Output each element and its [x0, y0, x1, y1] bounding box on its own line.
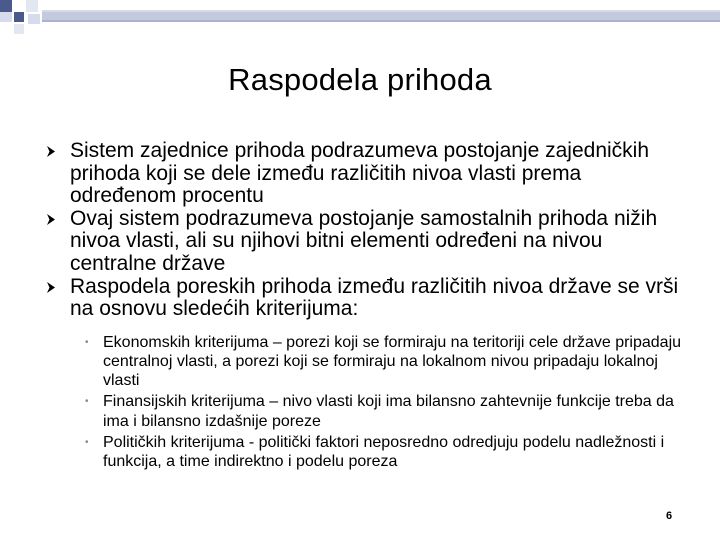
bullet-item	[62, 140, 682, 208]
sub-bullet-list	[62, 333, 682, 471]
bullet-list	[62, 140, 682, 473]
bullet-text: Sistem zajednice prihoda podrazumeva postojanje zajedničkih prihoda koji se dele između različitih nivoa vlasti prema određenom procentu	[70, 139, 650, 208]
arrowhead-bullet-icon	[46, 282, 56, 293]
arrowhead-bullet-icon	[46, 214, 56, 225]
sub-bullet-text: Finansijskih kriterijuma – nivo vlasti koji ima bilansno zahtevnije funkcije treba da ima i bilansno izdašnije poreze	[103, 393, 674, 430]
sub-bullet-text: Političkih kriterijuma - politički faktori neposredno odredjuju podelu nadležnosti i funkcija, a time indirektno i podelu poreza	[103, 433, 665, 470]
header-decoration	[0, 0, 720, 40]
dot-bullet-icon: •	[85, 336, 89, 348]
sub-bullet-item	[85, 333, 682, 391]
arrowhead-bullet-icon	[46, 146, 56, 157]
bullet-text: Ovaj sistem podrazumeva postojanje samostalnih prihoda nižih nivoa vlasti, ali su njihovi bitni elementi određeni na nivou centralne države	[70, 206, 658, 275]
page-number: 6	[666, 510, 673, 522]
sub-bullet-text: Ekonomskih kriterijuma – porezi koji se formiraju na teritoriji cele države pripadaju centralnoj vlasti, a porezi koji se formiraju na lokalnom nivou pripadaju lokalnoj vlasti	[103, 333, 682, 390]
sub-bullet-item	[85, 433, 682, 471]
slide-title: Raspodela prihoda	[228, 62, 492, 97]
dot-bullet-icon: •	[85, 436, 89, 448]
sub-bullet-item	[85, 392, 682, 430]
bullet-item	[62, 276, 682, 321]
bullet-item	[62, 208, 682, 276]
dot-bullet-icon: •	[85, 396, 89, 408]
bullet-text: Raspodela poreskih prihoda između različitih nivoa države se vrši na osnovu sledećih kriterijuma:	[70, 274, 679, 321]
